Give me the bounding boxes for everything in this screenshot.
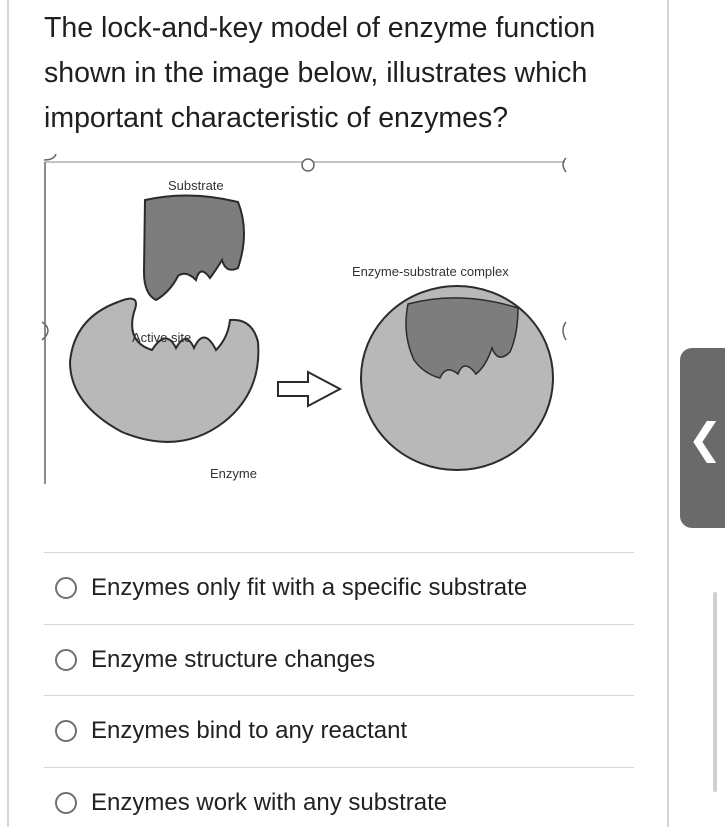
chevron-left-icon: ❮ — [687, 414, 722, 463]
corner-handle — [44, 154, 56, 160]
lock-and-key-figure — [40, 152, 580, 492]
enzyme-shape — [70, 299, 258, 442]
enzyme-label: Enzyme — [210, 466, 257, 481]
right-resize-handle[interactable] — [563, 158, 566, 172]
answer-option[interactable] — [44, 624, 634, 696]
option-label: Enzymes work with any substrate — [91, 789, 447, 817]
substrate-label: Substrate — [168, 178, 224, 193]
right-divider — [667, 0, 669, 827]
question-text: The lock-and-key model of enzyme function shown in the image below, illustrates which important characteristic of enzymes? — [44, 6, 644, 141]
radio-button[interactable] — [55, 649, 77, 671]
radio-button[interactable] — [55, 792, 77, 814]
substrate-shape — [144, 195, 244, 300]
answer-option[interactable] — [44, 552, 634, 624]
right-mid-handle[interactable] — [563, 322, 566, 340]
radio-button[interactable] — [55, 720, 77, 742]
top-resize-handle[interactable] — [302, 159, 314, 171]
reaction-arrow — [278, 372, 340, 406]
option-label: Enzymes bind to any reactant — [91, 717, 407, 745]
answer-options — [44, 552, 634, 838]
radio-button[interactable] — [55, 577, 77, 599]
scrollbar[interactable] — [713, 592, 717, 792]
left-divider — [7, 0, 9, 827]
option-label: Enzyme structure changes — [91, 646, 375, 674]
active-site-label: Active site — [132, 330, 191, 345]
drawer-toggle-button[interactable] — [680, 348, 725, 528]
complex-label: Enzyme-substrate complex — [352, 264, 509, 279]
answer-option[interactable] — [44, 767, 634, 838]
option-label: Enzymes only fit with a specific substrate — [91, 574, 527, 602]
answer-option[interactable] — [44, 695, 634, 767]
